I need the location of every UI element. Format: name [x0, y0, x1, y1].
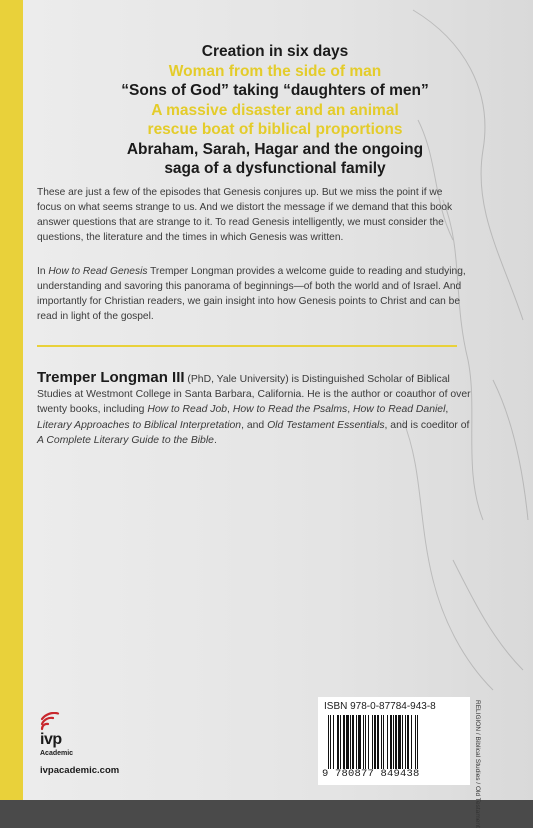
book-title: Literary Approaches to Biblical Interpretation	[37, 419, 242, 431]
headline-list	[40, 42, 510, 179]
isbn-label: ISBN 978-0-87784-943-8	[324, 701, 436, 712]
divider-rule	[37, 345, 457, 347]
ivp-academic-logo	[40, 712, 100, 772]
headline-line: A massive disaster and an animal	[151, 101, 399, 119]
yellow-edge-stripe	[0, 0, 23, 800]
logo-subtext: Academic	[40, 750, 74, 757]
headline-line: Creation in six days	[201, 43, 349, 60]
author-bio	[37, 370, 477, 448]
isbn-barcode	[318, 697, 470, 785]
headline-line: Woman from the side of man	[168, 62, 382, 80]
logo-wordmark: ivp	[40, 731, 62, 748]
bio-text: ,	[445, 404, 449, 416]
signal-arcs-icon	[40, 712, 70, 732]
bio-text: (PhD, Yale University) is Distinguished Scholar of Biblical Studies at Westmont College in Santa Barbara, California. He is the author or coauthor of over twenty books, including	[37, 374, 471, 416]
bio-text: ,	[347, 404, 353, 416]
book-title: Old Testament Essentials	[267, 419, 385, 431]
barcode-bars	[326, 715, 462, 769]
headline-line: “Sons of God” taking “daughters of men”	[121, 82, 429, 99]
intro-paragraph: These are just a few of the episodes that Genesis conjures up. But we miss the point if we focus on what seems strange to us. And we distort the message if we demand that this book answer questions that are strange to it. To read Genesis intelligently, we must consider the questions, the literature and the times in which Genesis was written.	[37, 187, 453, 243]
publisher-website: ivpacademic.com	[40, 765, 120, 776]
description-rest: Tremper Longman provides a welcome guide to reading and studying, understanding and savoring this panorama of beginnings—of both the world and of Israel. And importantly for Christian readers, we gain insight into how Genesis points to Christ and can be read in light of the gospel.	[37, 266, 466, 322]
headline-line: rescue boat of biblical proportions	[147, 121, 403, 138]
book-title: How to Read Job	[147, 404, 228, 416]
bio-text: .	[213, 434, 217, 446]
bio-text: ,	[227, 404, 233, 416]
book-title: How to Read Genesis	[48, 266, 148, 277]
category-text: RELIGION / Biblical Studies / Old Testament	[474, 700, 481, 828]
category-label	[470, 700, 482, 828]
bio-text: , and	[241, 419, 268, 431]
book-title: A Complete Literary Guide to the Bible	[37, 434, 214, 446]
description-lead: In	[37, 266, 49, 277]
headline-line: Abraham, Sarah, Hagar and the ongoing	[126, 140, 424, 158]
book-title: How to Read the Psalms	[232, 404, 348, 416]
headline-line: saga of a dysfunctional family	[164, 160, 386, 177]
author-name: Tremper Longman III	[37, 369, 185, 386]
book-title: How to Read Daniel	[352, 404, 446, 416]
description-paragraph	[37, 264, 467, 324]
bio-text: , and is coeditor of	[384, 419, 470, 431]
barcode-digits: 9 780877 849438	[322, 768, 420, 780]
